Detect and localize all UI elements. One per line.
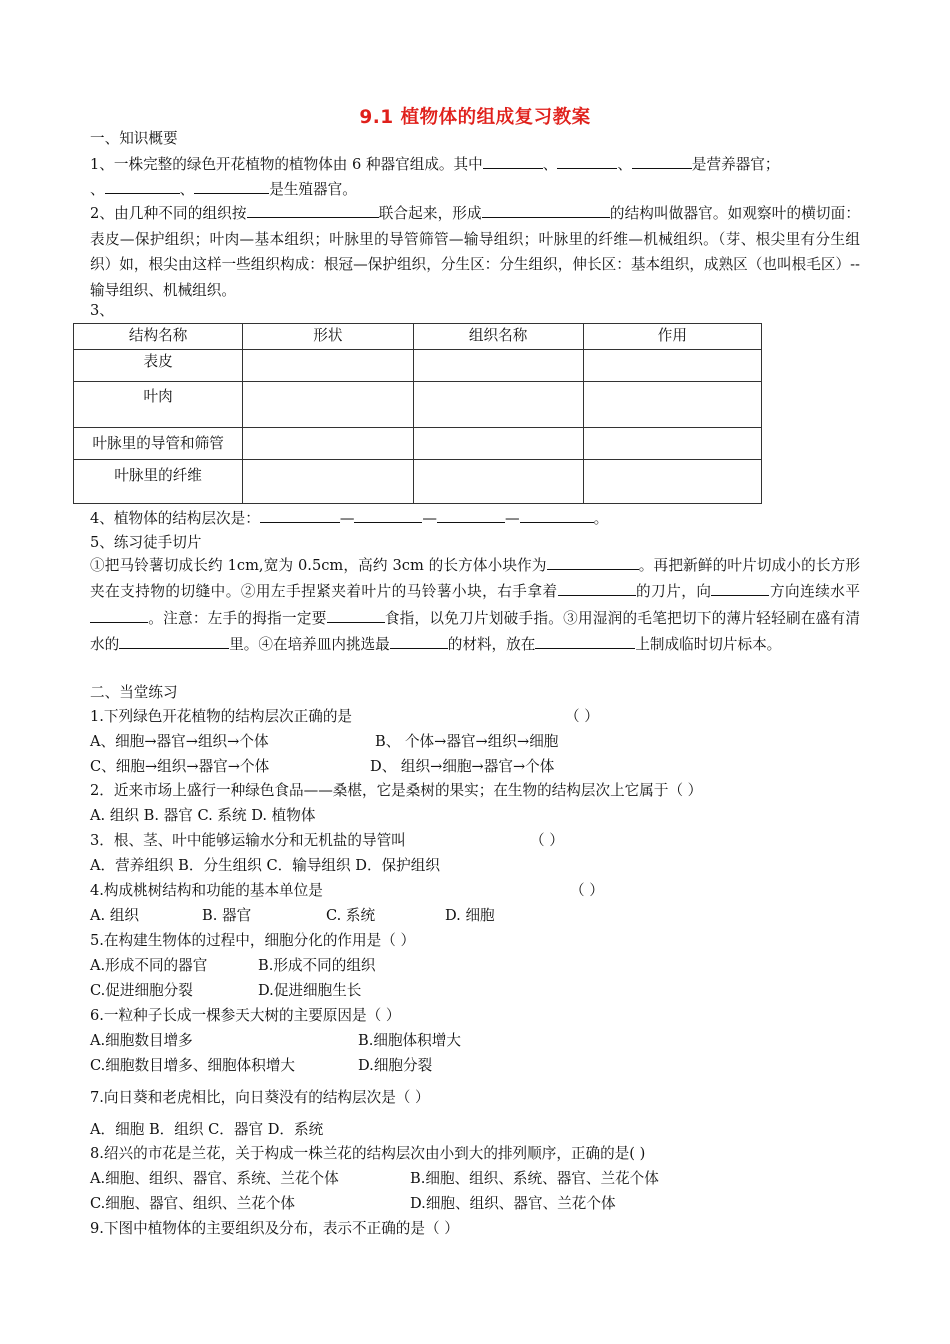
fill-blank[interactable]: [247, 203, 379, 218]
table-cell[interactable]: [583, 382, 761, 428]
table-cell[interactable]: [243, 460, 413, 504]
exercise-q8-option-c[interactable]: C.细胞、器官、组织、兰花个体: [90, 1195, 296, 1212]
exercise-q8-option-a[interactable]: A.细胞、组织、器官、系统、兰花个体: [90, 1170, 339, 1187]
exercise-q4-option-b[interactable]: B. 器官: [202, 907, 252, 924]
document-title: 9.1 植物体的组成复习教案: [359, 107, 591, 128]
table-cell[interactable]: [583, 460, 761, 504]
fill-blank[interactable]: [105, 179, 180, 194]
exercise-q4-option-d[interactable]: D. 细胞: [445, 907, 495, 924]
exercise-q6-option-a[interactable]: A.细胞数目增多: [90, 1032, 193, 1049]
fill-blank[interactable]: [119, 634, 229, 649]
fill-blank[interactable]: [90, 608, 148, 623]
fill-blank[interactable]: [390, 634, 448, 649]
table-header: 组织名称: [413, 324, 583, 350]
exercise-q4-option-c[interactable]: C. 系统: [326, 907, 376, 924]
fill-blank[interactable]: [547, 555, 639, 570]
exercise-q4-option-a[interactable]: A. 组织: [90, 907, 140, 924]
exercise-q5: 5.在构建生物体的过程中，细胞分化的作用是（ ）: [90, 932, 416, 949]
table-row-label: 表皮: [74, 350, 243, 382]
fill-blank[interactable]: [194, 179, 269, 194]
structure-table: [73, 323, 762, 504]
exercise-q7-options[interactable]: A．细胞 B．组织 C．器官 D．系统: [90, 1121, 324, 1138]
exercise-q7: 7.向日葵和老虎相比，向日葵没有的结构层次是（ ）: [90, 1089, 430, 1106]
table-cell[interactable]: [243, 428, 413, 460]
table-row-label: 叶脉里的纤维: [74, 460, 243, 504]
exercise-q1: 1.下列绿色开花植物的结构层次正确的是: [90, 708, 353, 725]
table-header: 形状: [243, 324, 413, 350]
table-cell[interactable]: [243, 382, 413, 428]
table-cell[interactable]: [413, 428, 583, 460]
exercise-q2: 2．近来市场上盛行一种绿色食品——桑椹，它是桑树的果实；在生物的结构层次上它属于（ ）: [90, 782, 703, 799]
exercise-q6: 6.一粒种子长成一棵参天大树的主要原因是（ ）: [90, 1007, 401, 1024]
knowledge-q3-label: 3、: [90, 302, 114, 319]
section-heading-1: 一、知识概要: [90, 130, 178, 147]
fill-blank[interactable]: [558, 581, 636, 596]
exercise-q1-option-d[interactable]: D、 组织→细胞→器官→个体: [370, 758, 555, 775]
table-row-label: 叶肉: [74, 382, 243, 428]
fill-blank[interactable]: [535, 634, 635, 649]
knowledge-q1-line1: 1、一株完整的绿色开花植物的植物体由 6 种器官组成。其中 、 、 是营养器官；: [90, 156, 780, 173]
knowledge-q5-heading: 5、练习徒手切片: [90, 534, 202, 551]
exercise-q8: 8.绍兴的市花是兰花，关于构成一株兰花的结构层次由小到大的排列顺序，正确的是( ): [90, 1145, 646, 1162]
exercise-q9: 9.下图中植物体的主要组织及分布，表示不正确的是（ ）: [90, 1220, 459, 1237]
exercise-q8-option-b[interactable]: B.细胞、组织、系统、器官、兰花个体: [410, 1170, 659, 1187]
exercise-q6-option-c[interactable]: C.细胞数目增多、细胞体积增大: [90, 1057, 296, 1074]
exercise-q5-option-a[interactable]: A.形成不同的器官: [90, 957, 208, 974]
section-heading-2: 二、当堂练习: [90, 684, 178, 701]
fill-blank[interactable]: [711, 581, 769, 596]
answer-paren[interactable]: （ ）: [565, 708, 599, 725]
exercise-q3-options[interactable]: A．营养组织 B．分生组织 C．输导组织 D．保护组织: [90, 857, 440, 874]
table-cell[interactable]: [413, 350, 583, 382]
knowledge-q5-body: ①把马铃薯切成长约 1cm,宽为 0.5cm，高约 3cm 的长方体小块作为 。再把新鲜的叶片切成小的长方形夹在支持物的切缝中。②用左手捏紧夹着叶片的马铃薯小块，右手拿着 的刀片，向 方向连续水平。注意：左手的拇指一定要 食指，以免刀片划破手指。③用湿润的毛笔把切下的薄片轻轻刷在盛有清水的 里。④在培养皿内挑选最 的材料，放在 上制成临时切片标本。: [90, 557, 860, 653]
knowledge-q4: 4、植物体的结构层次是： — — — 。: [90, 510, 609, 527]
exercise-q1-option-c[interactable]: C、细胞→组织→器官→个体: [90, 758, 270, 775]
fill-blank[interactable]: [520, 508, 594, 523]
fill-blank[interactable]: [354, 508, 422, 523]
table-cell[interactable]: [583, 350, 761, 382]
knowledge-q1-line2: 、 、 是生殖器官。: [90, 181, 357, 198]
answer-paren[interactable]: （ ）: [530, 832, 564, 849]
knowledge-q2: 2、由几种不同的组织按 联合起来，形成 的结构叫做器官。如观察叶的横切面：表皮—保护组织；叶肉—基本组织；叶脉里的导管筛管—输导组织；叶脉里的纤维—机械组织。（芽、根尖里有分生组织）如，根尖由这样一些组织构成：根冠—保护组织，分生区：分生组织，伸长区：基本组织，成熟区（也叫根毛区）--输导组织、机械组织。: [90, 205, 860, 299]
table-cell[interactable]: [583, 428, 761, 460]
table-header: 结构名称: [74, 324, 243, 350]
exercise-q5-option-c[interactable]: C.促进细胞分裂: [90, 982, 193, 999]
table-cell[interactable]: [413, 382, 583, 428]
answer-paren[interactable]: （ ）: [570, 882, 604, 899]
exercise-q6-option-b[interactable]: B.细胞体积增大: [358, 1032, 461, 1049]
exercise-q1-option-a[interactable]: A、细胞→器官→组织→个体: [90, 733, 269, 750]
exercise-q8-option-d[interactable]: D.细胞、组织、器官、兰花个体: [410, 1195, 616, 1212]
exercise-q6-option-d[interactable]: D.细胞分裂: [358, 1057, 433, 1074]
exercise-q5-option-b[interactable]: B.形成不同的组织: [258, 957, 376, 974]
exercise-q2-options[interactable]: A. 组织 B. 器官 C. 系统 D. 植物体: [90, 807, 316, 824]
fill-blank[interactable]: [327, 608, 385, 623]
exercise-q1-option-b[interactable]: B、 个体→器官→组织→细胞: [375, 733, 559, 750]
table-header: 作用: [583, 324, 761, 350]
fill-blank[interactable]: [260, 508, 340, 523]
table-cell[interactable]: [243, 350, 413, 382]
exercise-q5-option-d[interactable]: D.促进细胞生长: [258, 982, 362, 999]
fill-blank[interactable]: [557, 154, 617, 169]
table-row-label: 叶脉里的导管和筛管: [74, 428, 243, 460]
exercise-q3: 3．根、茎、叶中能够运输水分和无机盐的导管叫: [90, 832, 406, 849]
fill-blank[interactable]: [632, 154, 692, 169]
table-cell[interactable]: [413, 460, 583, 504]
fill-blank[interactable]: [437, 508, 505, 523]
exercise-q4: 4.构成桃树结构和功能的基本单位是: [90, 882, 323, 899]
fill-blank[interactable]: [483, 154, 543, 169]
fill-blank[interactable]: [482, 203, 610, 218]
